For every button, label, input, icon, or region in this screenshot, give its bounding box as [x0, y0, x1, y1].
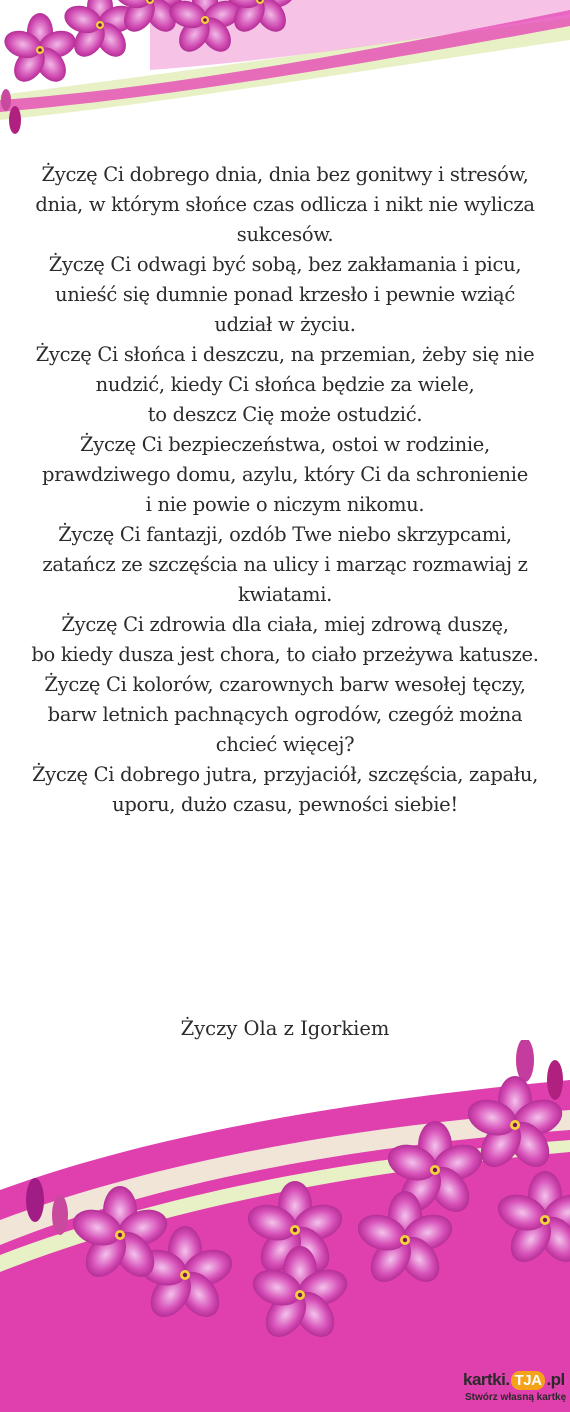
- poem-line: Życzę Ci dobrego jutra, przyjaciół, szczęścia, zapału,: [31, 763, 539, 786]
- logo-brand-right: .pl: [546, 1370, 565, 1389]
- logo-badge: TJA: [511, 1371, 546, 1390]
- logo-brand-left: kartki.: [463, 1370, 510, 1389]
- logo-brand: [463, 1370, 565, 1390]
- poem-line: prawdziwego domu, azylu, który Ci da schronienie: [42, 463, 528, 486]
- poem-line: Życzę Ci zdrowia dla ciała, miej zdrową duszę,: [61, 613, 509, 636]
- poem-line: Życzę Ci dobrego dnia, dnia bez gonitwy i stresów,: [41, 163, 529, 186]
- poem-line: zatańcz ze szczęścia na ulicy i marząc rozmawiaj z: [42, 553, 528, 576]
- poem-line: udział w życiu.: [214, 313, 356, 336]
- poem-line: bo kiedy dusza jest chora, to ciało przeżywa katusze.: [31, 643, 539, 666]
- greeting-poem: [20, 160, 550, 820]
- poem-line: dnia, w którym słońce czas odlicza i nikt nie wylicza: [35, 193, 535, 216]
- signature: Życzy Ola z Igorkiem: [180, 1017, 390, 1040]
- poem-line: nudzić, kiedy Ci słońca będzie za wiele,: [95, 373, 475, 396]
- poem-line: Życzę Ci bezpieczeństwa, ostoi w rodzinie,: [80, 433, 490, 456]
- poem-line: Życzę Ci odwagi być sobą, bez zakłamania i picu,: [48, 253, 522, 276]
- lilac-flowers-bottom-decoration: [0, 1040, 570, 1412]
- logo-tagline: Stwórz własną kartkę: [465, 1392, 567, 1403]
- poem-line: unieść się dumnie ponad krzesło i pewnie wziąć: [54, 283, 515, 306]
- poem-line: Życzę Ci fantazji, ozdób Twe niebo skrzypcami,: [58, 523, 512, 546]
- poem-line: to deszcz Cię może ostudzić.: [147, 403, 423, 426]
- poem-line: chcieć więcej?: [215, 733, 355, 756]
- kartki-logo[interactable]: [455, 1368, 570, 1412]
- poem-line: i nie powie o niczym nikomu.: [145, 493, 425, 516]
- poem-line: barw letnich pachnących ogrodów, czegóż można: [47, 703, 523, 726]
- poem-line: Życzę Ci słońca i deszczu, na przemian, żeby się nie: [35, 343, 535, 366]
- poem-line: sukcesów.: [236, 223, 334, 246]
- poem-line: kwiatami.: [237, 583, 333, 606]
- poem-line: uporu, dużo czasu, pewności siebie!: [112, 793, 458, 816]
- lilac-flowers-top-decoration: [0, 0, 570, 150]
- poem-line: Życzę Ci kolorów, czarownych barw wesołej tęczy,: [44, 673, 526, 696]
